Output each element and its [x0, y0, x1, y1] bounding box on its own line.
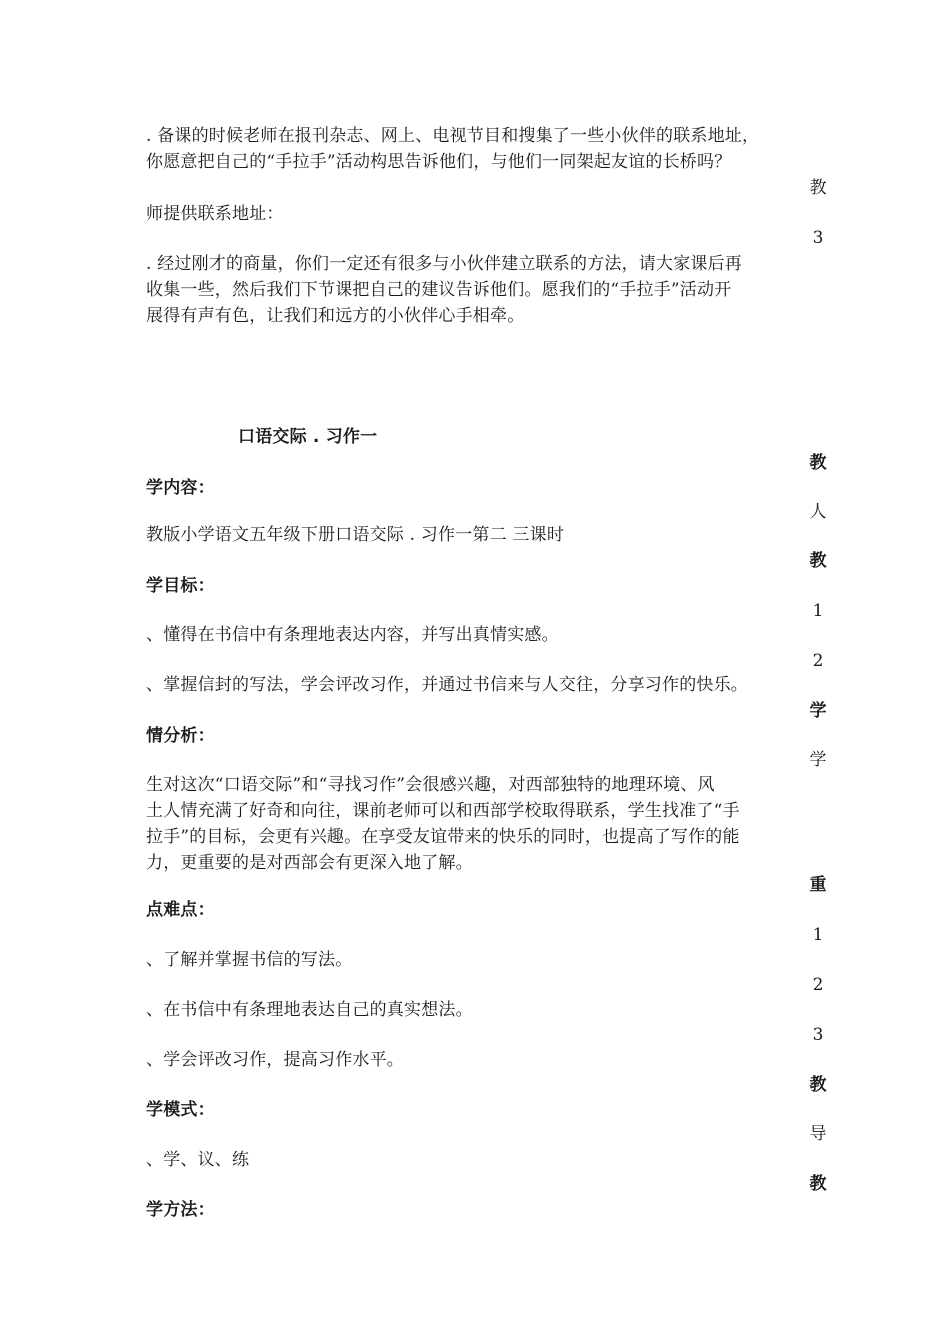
heading-method: 学方法：	[146, 1200, 215, 1220]
goal-item: 、懂得在书信中有条理地表达内容，并写出真情实感。	[146, 625, 559, 645]
paragraph-line: 你愿意把自己的“手拉手”活动构思告诉他们，与他们一同架起友谊的长桥吗？	[146, 152, 732, 172]
heading-key-points: 点难点：	[146, 900, 215, 920]
heading-goals: 学目标：	[146, 576, 215, 596]
paragraph-line: . 备课的时候老师在报刊杂志、网上、电视节目和搜集了一些小伙伴的联系地址，	[146, 126, 760, 146]
margin-glyph: 重	[809, 875, 827, 895]
paragraph-line: 师提供联系地址：	[146, 204, 284, 224]
heading-mode: 学模式：	[146, 1100, 215, 1120]
key-point-item: 、在书信中有条理地表达自己的真实想法。	[146, 1000, 473, 1020]
margin-glyph: 教	[809, 453, 827, 473]
margin-glyph: 3	[812, 228, 824, 248]
heading-content: 学内容：	[146, 478, 215, 498]
margin-glyph: 导	[809, 1124, 827, 1144]
mode-text: 、学、议、练	[146, 1150, 250, 1170]
content-text: 教版小学语文五年级下册口语交际 . 习作一第二 三课时	[146, 525, 565, 545]
margin-glyph: 2	[812, 651, 824, 671]
paragraph-line: 展得有声有色，让我们和远方的小伙伴心手相牵。	[146, 306, 525, 326]
goal-item: 、掌握信封的写法，学会评改习作，并通过书信来与人交往，分享习作的快乐。	[146, 675, 748, 695]
margin-glyph: 教	[809, 1174, 827, 1194]
margin-glyph: 3	[812, 1025, 824, 1045]
margin-glyph: 教	[809, 551, 827, 571]
paragraph-line: 收集一些，然后我们下节课把自己的建议告诉他们。愿我们的“手拉手”活动开	[146, 280, 732, 300]
margin-glyph: 1	[812, 601, 824, 621]
margin-glyph: 学	[809, 701, 827, 721]
margin-glyph: 教	[809, 1075, 827, 1095]
key-point-item: 、学会评改习作，提高习作水平。	[146, 1050, 404, 1070]
margin-glyph: 学	[809, 750, 827, 770]
margin-glyph: 人	[809, 502, 827, 522]
margin-glyph: 教	[809, 178, 827, 198]
paragraph-line: . 经过刚才的商量，你们一定还有很多与小伙伴建立联系的方法，请大家课后再	[146, 254, 743, 274]
heading-analysis: 情分析：	[146, 726, 215, 746]
analysis-line: 拉手”的目标，会更有兴趣。在享受友谊带来的快乐的同时，也提高了写作的能	[146, 827, 740, 847]
analysis-line: 生对这次“口语交际”和“寻找习作”会很感兴趣，对西部独特的地理环境、风	[146, 775, 715, 795]
key-point-item: 、了解并掌握书信的写法。	[146, 950, 353, 970]
analysis-line: 土人情充满了好奇和向往，课前老师可以和西部学校取得联系，学生找准了“手	[146, 801, 740, 821]
analysis-line: 力，更重要的是对西部会有更深入地了解。	[146, 853, 473, 873]
section-title: 口语交际 . 习作一	[238, 427, 378, 447]
margin-glyph: 2	[812, 975, 824, 995]
margin-glyph: 1	[812, 925, 824, 945]
